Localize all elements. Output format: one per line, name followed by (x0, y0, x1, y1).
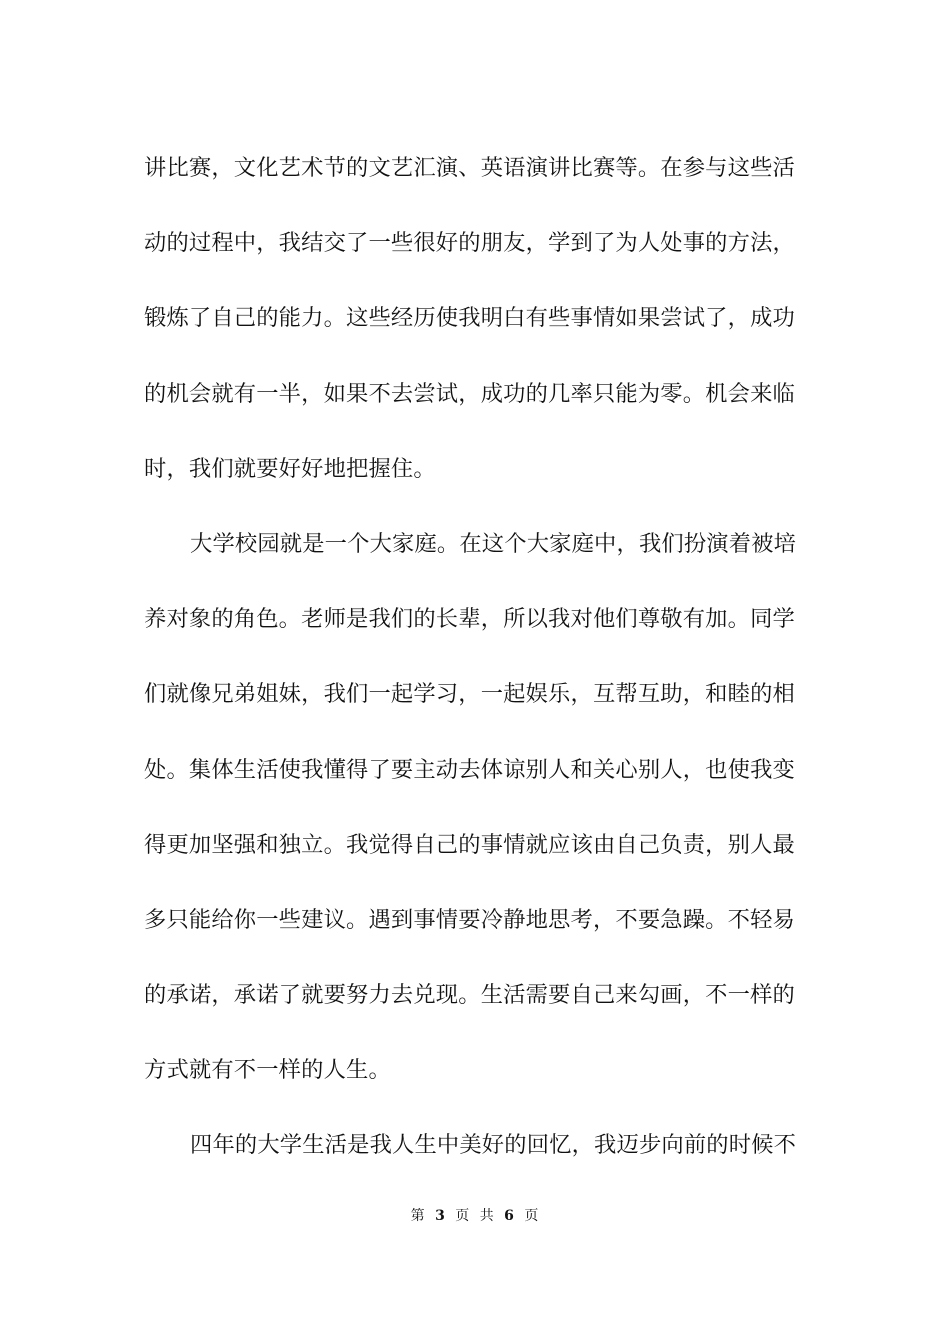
paragraph-2 (144, 507, 814, 1109)
text-line: 处。集体生活使我懂得了要主动去体谅别人和关心别人，也使我变 (144, 756, 795, 783)
text-line: 多只能给你一些建议。遇到事情要冷静地思考，不要急躁。不轻易 (144, 906, 795, 933)
footer-suffix: 页 (524, 1208, 540, 1224)
paragraph-1 (144, 131, 814, 507)
text-line: 时，我们就要好好地把握住。 (144, 455, 436, 482)
text-line: 的机会就有一半，如果不去尝试，成功的几率只能为零。机会来临 (144, 380, 795, 407)
footer-prefix: 第 (410, 1208, 426, 1224)
page-footer (0, 1205, 950, 1225)
footer-current-page: 3 (435, 1208, 446, 1224)
document-body (144, 131, 814, 1184)
text-line: 动的过程中，我结交了一些很好的朋友，学到了为人处事的方法， (144, 230, 795, 257)
text-line: 方式就有不一样的人生。 (144, 1057, 391, 1084)
text-line: 的承诺，承诺了就要努力去兑现。生活需要自己来勾画，不一样的 (144, 982, 795, 1009)
footer-page-word: 页 (455, 1208, 471, 1224)
footer-total-pages: 6 (504, 1208, 515, 1224)
text-line: 锻炼了自己的能力。这些经历使我明白有些事情如果尝试了，成功 (144, 305, 795, 332)
footer-total-word: 共 (479, 1208, 495, 1224)
text-line: 讲比赛，文化艺术节的文艺汇演、英语演讲比赛等。在参与这些活 (144, 155, 795, 181)
text-line-indented: 大学校园就是一个大家庭。在这个大家庭中，我们扮演着被培 (190, 530, 797, 557)
text-line: 们就像兄弟姐妹，我们一起学习，一起娱乐，互帮互助，和睦的相 (144, 681, 795, 708)
text-line: 养对象的角色。老师是我们的长辈，所以我对他们尊敬有加。同学 (144, 606, 795, 633)
text-line-indented: 四年的大学生活是我人生中美好的回忆，我迈步向前的时候不 (190, 1132, 797, 1159)
text-line: 得更加坚强和独立。我觉得自己的事情就应该由自己负责，别人最 (144, 831, 795, 858)
paragraph-3 (144, 1108, 814, 1183)
